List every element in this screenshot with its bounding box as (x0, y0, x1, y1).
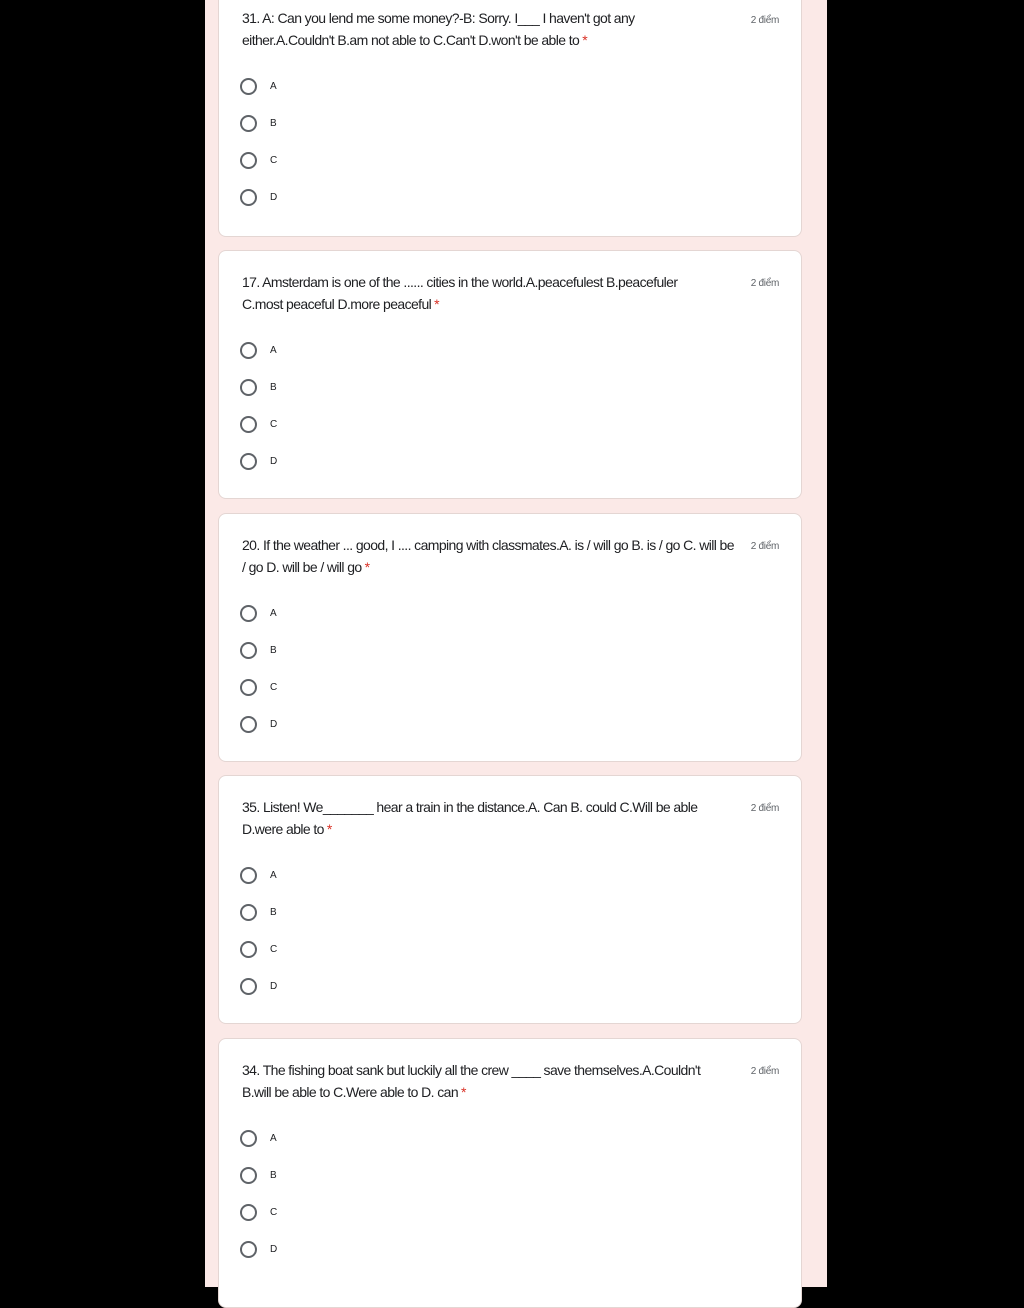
radio-button[interactable] (240, 978, 257, 995)
points-label: 2 điểm (750, 278, 779, 289)
option-d[interactable]: D (240, 706, 277, 743)
radio-button[interactable] (240, 1204, 257, 1221)
points-label: 2 điểm (750, 1066, 779, 1077)
options-list (240, 595, 277, 743)
question-card-34 (218, 1038, 802, 1308)
option-a[interactable]: A (240, 857, 277, 894)
question-card-17 (218, 250, 802, 499)
option-d[interactable]: D (240, 179, 277, 216)
question-title: 17. Amsterdam is one of the ...... cities in the world.A.peacefulest B.peacefuler C.most peaceful D.more peaceful * (242, 274, 678, 312)
radio-button[interactable] (240, 1241, 257, 1258)
option-b[interactable]: B (240, 894, 277, 931)
option-a[interactable]: A (240, 332, 277, 369)
option-d[interactable]: D (240, 968, 277, 1005)
radio-button[interactable] (240, 453, 257, 470)
radio-button[interactable] (240, 716, 257, 733)
radio-button[interactable] (240, 189, 257, 206)
required-asterisk: * (582, 32, 588, 48)
radio-button[interactable] (240, 152, 257, 169)
option-b[interactable]: B (240, 632, 277, 669)
radio-button[interactable] (240, 416, 257, 433)
option-c[interactable]: C (240, 931, 277, 968)
required-asterisk: * (434, 296, 440, 312)
question-title: 31. A: Can you lend me some money?-B: Sorry. I___ I haven't got any either.A.Couldn't B.am not able to C.Can't D.won't be able to * (242, 10, 635, 48)
radio-button[interactable] (240, 78, 257, 95)
options-list (240, 1120, 277, 1268)
question-card-20 (218, 513, 802, 762)
option-a[interactable]: A (240, 1120, 277, 1157)
question-card-31 (218, 0, 802, 237)
required-asterisk: * (364, 559, 370, 575)
radio-button[interactable] (240, 115, 257, 132)
option-c[interactable]: C (240, 1194, 277, 1231)
radio-button[interactable] (240, 679, 257, 696)
options-list (240, 857, 277, 1005)
option-b[interactable]: B (240, 105, 277, 142)
option-c[interactable]: C (240, 669, 277, 706)
form-page (205, 0, 827, 1287)
option-b[interactable]: B (240, 369, 277, 406)
points-label: 2 điểm (750, 15, 779, 26)
option-b[interactable]: B (240, 1157, 277, 1194)
question-title: 34. The fishing boat sank but luckily all the crew ____ save themselves.A.Couldn't B.will be able to C.Were able to D. can * (242, 1062, 701, 1100)
question-title: 20. If the weather ... good, I .... camping with classmates.A. is / will go B. is / go C. will be / go D. will be / will go * (242, 537, 734, 575)
points-label: 2 điểm (750, 541, 779, 552)
question-card-35 (218, 775, 802, 1024)
options-list (240, 68, 277, 216)
options-list (240, 332, 277, 480)
radio-button[interactable] (240, 1130, 257, 1147)
option-c[interactable]: C (240, 142, 277, 179)
required-asterisk: * (461, 1084, 466, 1100)
radio-button[interactable] (240, 867, 257, 884)
option-a[interactable]: A (240, 68, 277, 105)
required-asterisk: * (326, 821, 332, 837)
option-c[interactable]: C (240, 406, 277, 443)
option-d[interactable]: D (240, 443, 277, 480)
radio-button[interactable] (240, 342, 257, 359)
radio-button[interactable] (240, 379, 257, 396)
question-title: 35. Listen! We_______ hear a train in the distance.A. Can B. could C.Will be able D.were able to * (242, 799, 698, 837)
radio-button[interactable] (240, 605, 257, 622)
option-d[interactable]: D (240, 1231, 277, 1268)
points-label: 2 điểm (750, 803, 779, 814)
radio-button[interactable] (240, 642, 257, 659)
radio-button[interactable] (240, 904, 257, 921)
option-a[interactable]: A (240, 595, 277, 632)
radio-button[interactable] (240, 941, 257, 958)
radio-button[interactable] (240, 1167, 257, 1184)
